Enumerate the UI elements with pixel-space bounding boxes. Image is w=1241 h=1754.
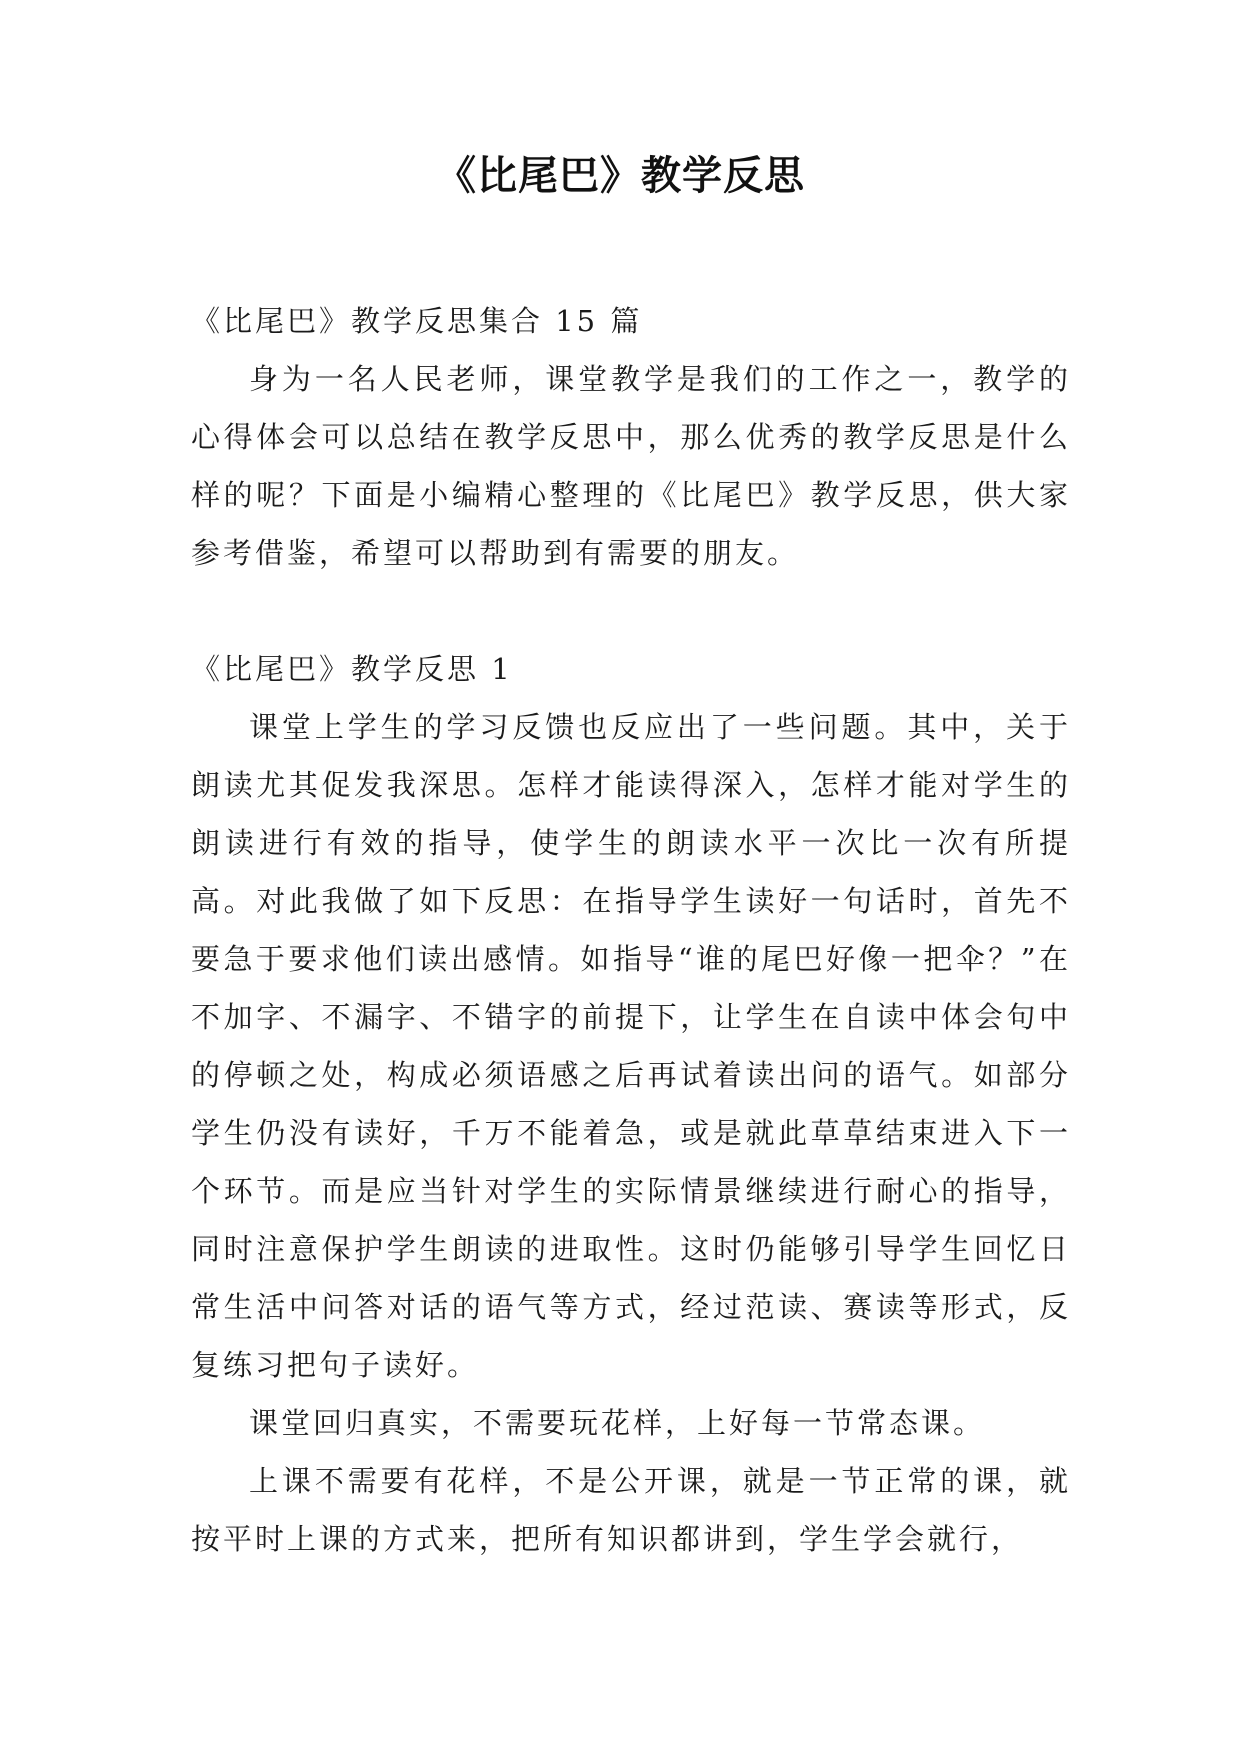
body-paragraph: 上课不需要有花样，不是公开课，就是一节正常的课，就按平时上课的方式来，把所有知识都讲到，学生学会就行，	[191, 1464, 1071, 1556]
section-spacer	[191, 582, 1071, 640]
document-body	[191, 292, 1071, 1568]
section-heading: 《比尾巴》教学反思 1	[191, 652, 513, 686]
body-paragraph: 课堂上学生的学习反馈也反应出了一些问题。其中，关于朗读尤其促发我深思。怎样才能读得深入，怎样才能对学生的朗读进行有效的指导，使学生的朗读水平一次比一次有所提高。对此我做了如下反思：在指导学生读好一句话时，首先不要急于要求他们读出感情。如指导“谁的尾巴好像一把伞？”在不加字、不漏字、不错字的前提下，让学生在自读中体会句中的停顿之处，构成必须语感之后再试着读出问的语气。如部分学生仍没有读好，千万不能着急，或是就此草草结束进入下一个环节。而是应当针对学生的实际情景继续进行耐心的指导，同时注意保护学生朗读的进取性。这时仍能够引导学生回忆日常生活中问答对话的语气等方式，经过范读、赛读等形式，反复练习把句子读好。	[191, 710, 1071, 1382]
document-title: 《比尾巴》教学反思	[436, 153, 805, 199]
collection-subtitle: 《比尾巴》教学反思集合 15 篇	[191, 304, 643, 338]
body-paragraph: 课堂回归真实，不需要玩花样，上好每一节常态课。	[249, 1406, 986, 1440]
intro-paragraph: 身为一名人民老师，课堂教学是我们的工作之一，教学的心得体会可以总结在教学反思中，那么优秀的教学反思是什么样的呢？下面是小编精心整理的《比尾巴》教学反思，供大家参考借鉴，希望可以帮助到有需要的朋友。	[191, 362, 1071, 570]
